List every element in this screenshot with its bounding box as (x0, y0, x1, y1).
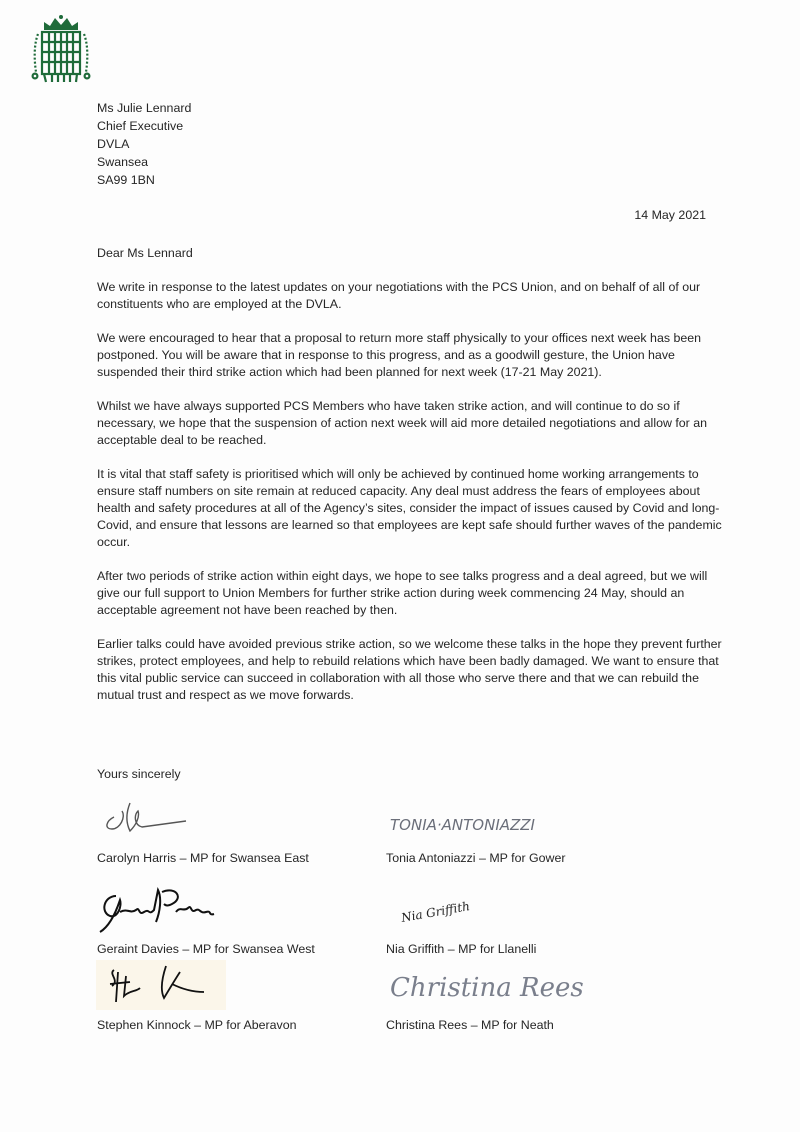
portcullis-icon (30, 14, 92, 86)
signatory-label: Geraint Davies – MP for Swansea West (97, 942, 315, 956)
paragraph: Earlier talks could have avoided previous strike action, so we welcome these talks in the hope they prevent further strikes, protect employees, and help to rebuild relations which have been badly damaged. We want to ensure that this vital public service can succeed in collaboration with all those who serve there and that we can rebuild the mutual trust and respect as we move forwards. (97, 637, 722, 702)
recipient-name: Ms Julie Lennard (97, 101, 192, 115)
signature-text: TONIA·ANTONIAZZI (390, 816, 535, 834)
paragraph: Whilst we have always supported PCS Members who have taken strike action, and will continue to do so if necessary, we hope that the suspension of action next week will aid more detailed negotiations and allow for an acceptable deal to be reached. (97, 399, 708, 447)
signatory-label: Stephen Kinnock – MP for Aberavon (97, 1018, 297, 1032)
salutation: Dear Ms Lennard (97, 246, 193, 260)
recipient-title: Chief Executive (97, 119, 184, 133)
signature-text: Christina Rees (390, 973, 584, 1003)
signature-geraint-davies (96, 882, 226, 938)
letter-date: 14 May 2021 (634, 208, 706, 222)
paragraph: We were encouraged to hear that a proposal to return more staff physically to your offices next week has been postponed. You will be aware that in response to this progress, and as a goodwill gesture, the Union have suspended their third strike action which had been planned for next week (17-21 May 2021). (97, 331, 702, 379)
signature-nia-griffith (400, 898, 490, 930)
signature-tonia-antoniazzi (386, 810, 576, 840)
signatory-label: Carolyn Harris – MP for Swansea East (97, 851, 309, 865)
recipient-organisation: DVLA (97, 137, 130, 151)
paragraph: After two periods of strike action within eight days, we hope to see talks progress and a deal agreed, but we will give our full support to Union Members for further strike action during week commencing 24 May, should an acceptable agreement not have been reached by then. (97, 569, 708, 617)
signature-carolyn-harris (100, 795, 190, 837)
paragraph: We write in response to the latest updates on your negotiations with the PCS Union, and on behalf of all of our constituents who are employed at the DVLA. (97, 280, 701, 311)
recipient-postcode: SA99 1BN (97, 173, 155, 187)
closing: Yours sincerely (97, 767, 181, 781)
recipient-address (97, 100, 191, 190)
signatory-label: Nia Griffith – MP for Llanelli (386, 942, 537, 956)
recipient-city: Swansea (97, 155, 148, 169)
signature-text: Nia Griffith (400, 899, 471, 925)
signatory-label: Tonia Antoniazzi – MP for Gower (386, 851, 566, 865)
letter-body (97, 279, 727, 721)
signature-christina-rees (386, 962, 586, 1008)
signatory-label: Christina Rees – MP for Neath (386, 1018, 554, 1032)
paragraph: It is vital that staff safety is prioritised which will only be achieved by continued home working arrangements to ensure staff numbers on site remain at reduced capacity. Any deal must address the fears of employees about health and safety procedures at all of the Agency’s sites, consider the impact of issues caused by Covid and long-Covid, and ensure that lessons are learned so that employees are kept safe should further waves of the pandemic occur. (97, 467, 722, 549)
signature-stephen-kinnock (100, 962, 220, 1008)
